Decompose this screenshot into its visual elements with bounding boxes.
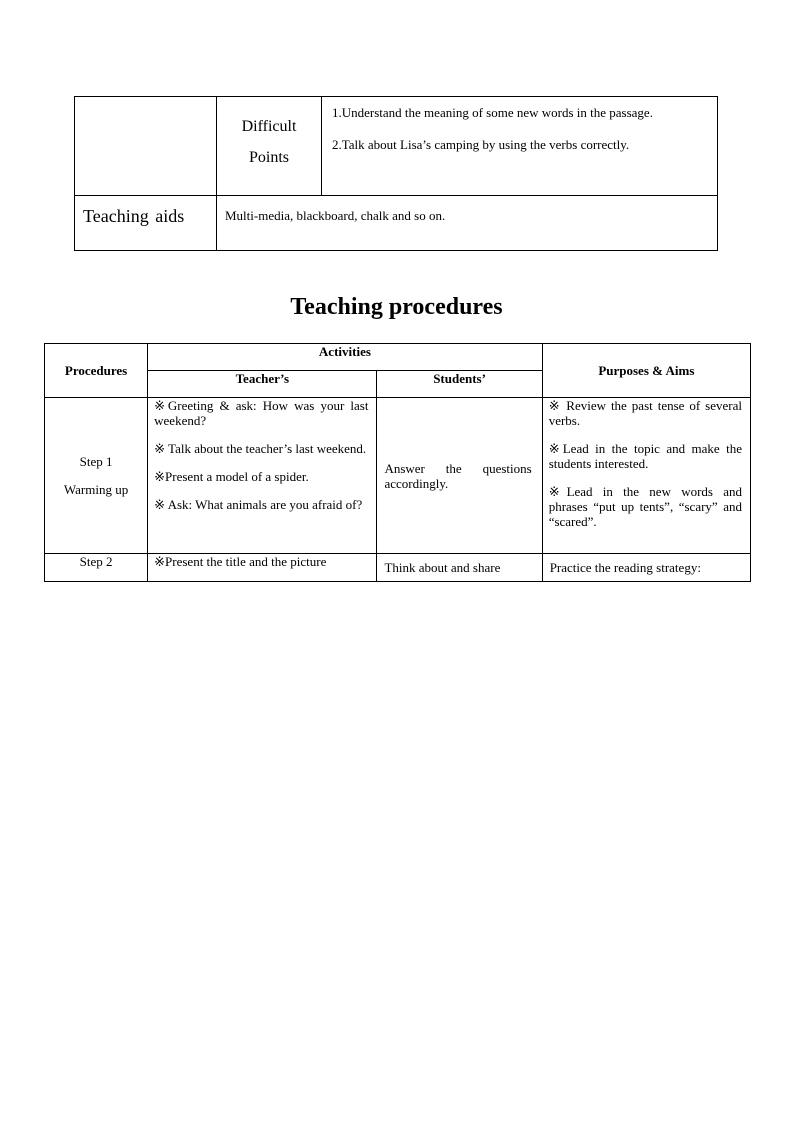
- purpose-item: ※Lead in the new words and phrases “put up tents”, “scary” and “scared”.: [548, 484, 742, 529]
- student-activities-cell: Answer the questions accordingly.: [377, 398, 542, 554]
- teaching-aids-label: Teaching aids: [83, 206, 185, 226]
- teaching-aids-content-cell: [217, 196, 718, 251]
- purposes-cell: Practice the reading strategy:: [542, 554, 750, 582]
- header-purposes: Purposes & Aims: [542, 344, 750, 398]
- purposes-cell: [542, 398, 750, 554]
- difficult-points-label-line1: Difficult: [241, 118, 297, 135]
- teacher-item: ※Present a model of a spider.: [154, 469, 309, 484]
- teacher-activities-cell: [148, 398, 377, 554]
- lesson-info-table: [74, 96, 718, 251]
- teacher-activities-cell: ※Present the title and the picture: [148, 554, 377, 582]
- teacher-item: ※ Ask: What animals are you afraid of?: [154, 497, 363, 512]
- table-row: [45, 398, 751, 554]
- student-activities-cell: Think about and share: [377, 554, 542, 582]
- header-procedures: Procedures: [45, 344, 148, 398]
- teaching-aids-label-cell: [75, 196, 217, 251]
- teacher-item: ※ Talk about the teacher’s last weekend.: [154, 441, 367, 456]
- difficult-points-label-cell: [217, 97, 322, 196]
- difficult-point-2: 2.Talk about Lisa’s camping by using the verbs correctly.: [332, 137, 630, 152]
- step-number: Step 1: [79, 453, 113, 469]
- step-name: Warming up: [63, 481, 129, 497]
- purpose-item: ※ Review the past tense of several verbs.: [548, 398, 742, 428]
- step-cell: [45, 398, 148, 554]
- difficult-points-label-line2: Points: [248, 149, 289, 166]
- table-row: [45, 554, 751, 582]
- empty-cell: [75, 97, 217, 196]
- difficult-points-content-cell: [322, 97, 718, 196]
- teacher-item: ※Greeting & ask: How was your last weekend?: [154, 398, 369, 428]
- header-students: Students’: [377, 371, 542, 398]
- section-heading: Teaching procedures: [290, 294, 503, 320]
- teaching-aids-text: Multi-media, blackboard, chalk and so on.: [225, 208, 446, 223]
- header-teachers: Teacher’s: [148, 371, 377, 398]
- difficult-point-1: 1.Understand the meaning of some new words in the passage.: [332, 105, 653, 120]
- purpose-item: ※Lead in the topic and make the students interested.: [548, 441, 742, 471]
- header-activities: Activities: [148, 344, 543, 371]
- step-number: Step 2: [45, 554, 148, 582]
- procedures-table: [44, 343, 751, 582]
